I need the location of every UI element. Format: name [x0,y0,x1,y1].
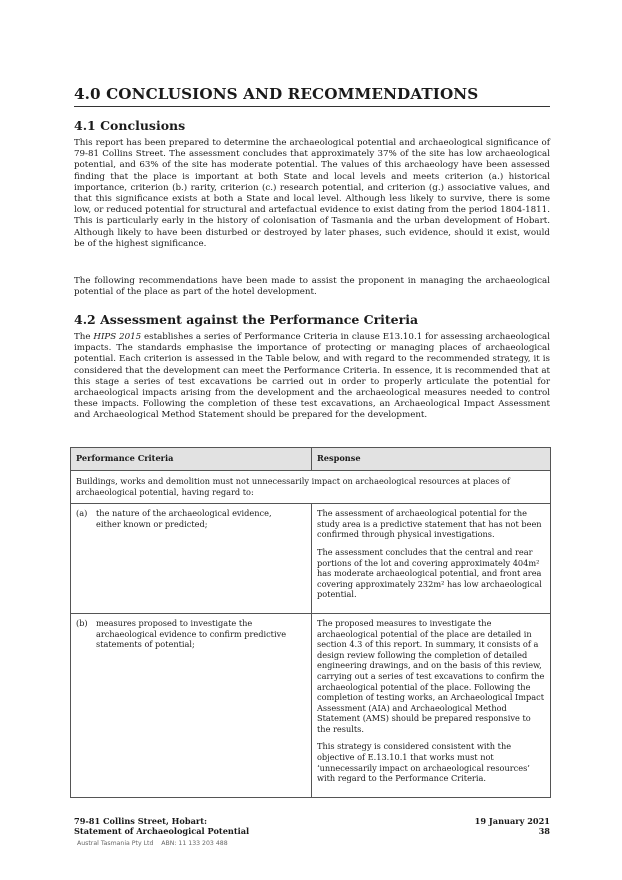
document-page [74,0,550,880]
assessment-text-prefix: The [74,332,94,342]
assessment-text-italic: HIPS 2015 [93,332,142,342]
response-paragraph: The assessment concludes that the central and rear portions of the lot and covering approximately 404m² has moderate archaeological potential, and front area covering approximately 232m² has low archaeological potential. [317,546,542,600]
footer-date: 19 January 2021 [474,816,550,826]
criterion-cell [71,504,312,614]
footer-report-name: Statement of Archaeological Potential [74,826,250,837]
criterion-label: (a) [76,508,88,519]
response-cell [312,613,551,797]
criterion-cell [71,613,312,797]
footer-date-page [475,816,550,837]
table-row [71,613,551,797]
chapter-heading: 4.0 CONCLUSIONS AND RECOMMENDATIONS [74,85,550,107]
section-heading-conclusions: 4.1 Conclusions [74,118,186,133]
criterion-text: the nature of the archaeological evidence, either known or predicted; [96,508,272,529]
table-intro-row [71,471,551,504]
section-heading-assessment: 4.2 Assessment against the Performance Criteria [74,312,419,327]
criterion-label: (b) [76,617,88,628]
header-response: Response [312,448,551,471]
response-paragraph: This strategy is considered consistent with the objective of E.13.10.1 that works must not ‘unnecessarily impact on archaeological resources’ with regard to the Performance Criteria. [317,741,530,784]
table-header-row [71,448,551,471]
table-intro-text: Buildings, works and demolition must not unnecessarily impact on archaeological resources at places of archaeological potential, having regard to: [71,471,551,504]
conclusions-paragraph-2: The following recommendations have been made to assist the proponent in managing the archaeological potential of the place as part of the hotel development. [74,276,550,298]
assessment-paragraph [74,332,550,422]
response-paragraph: The assessment of archaeological potential for the study area is a predictive statement that has not been confirmed through physical investigations. [317,508,542,540]
criterion-text: measures proposed to investigate the archaeological evidence to confirm predictive statements of potential; [96,617,287,650]
footer-address: 79-81 Collins Street, Hobart: [74,816,208,826]
footer-company: Austral Tasmania Pty Ltd ABN: 11 133 203 488 [77,840,228,847]
performance-criteria-table [70,447,551,798]
table-row [71,504,551,614]
response-cell [312,504,551,614]
footer-title [74,816,249,837]
assessment-text-rest: establishes a series of Performance Criteria in clause E13.10.1 for assessing archaeological impacts. The standards emphasise the importance of protecting or managing places of archaeological potential. Each criterion is assessed in the Table below, and with regard to the recommended strategy, it is considered that the development can meet the Performance Criteria. In essence, it is recommended that at this stage a series of test excavations be carried out in order to properly articulate the potential for archaeological impacts arising from the development and the archaeological measures needed to control these impacts. Following the completion of these test excavations, an Archaeological Impact Assessment and Archaeological Method Statement should be prepared for the development. [74,332,551,421]
response-paragraph: The proposed measures to investigate the archaeological potential of the place are detailed in section 4.3 of this report. In summary, it consists of a design review following the completion of detailed engineering drawings, and on the basis of this review, carrying out a series of test excavations to confirm the archaeological potential of the place. Following the completion of testing works, an Archaeological Impact Assessment (AIA) and Archaeological Method Statement (AMS) should be prepared responsive to the results. [317,617,545,734]
page-number: 38 [538,826,550,837]
header-performance-criteria: Performance Criteria [71,448,312,471]
conclusions-paragraph-1: This report has been prepared to determine the archaeological potential and archaeological significance of 79-81 Collins Street. The assessment concludes that approximately 37% of the site has low archaeological potential, and 63% of the site has moderate potential. The values of this archaeology have been assessed finding that the place is important at both State and local levels and meets criterion (a.) historical importance, criterion (b.) rarity, criterion (c.) research potential, and criterion (g.) associative values, and that this significance exists at both a State and local level. Although less likely to survive, there is some low, or reduced potential for structural and artefactual evidence to exist dating from the period 1804-1811. This is particularly early in the history of colonisation of Tasmania and the urban development of Hobart. Although likely to have been disturbed or destroyed by later phases, such evidence, should it exist, would be of the highest significance. [74,138,550,249]
